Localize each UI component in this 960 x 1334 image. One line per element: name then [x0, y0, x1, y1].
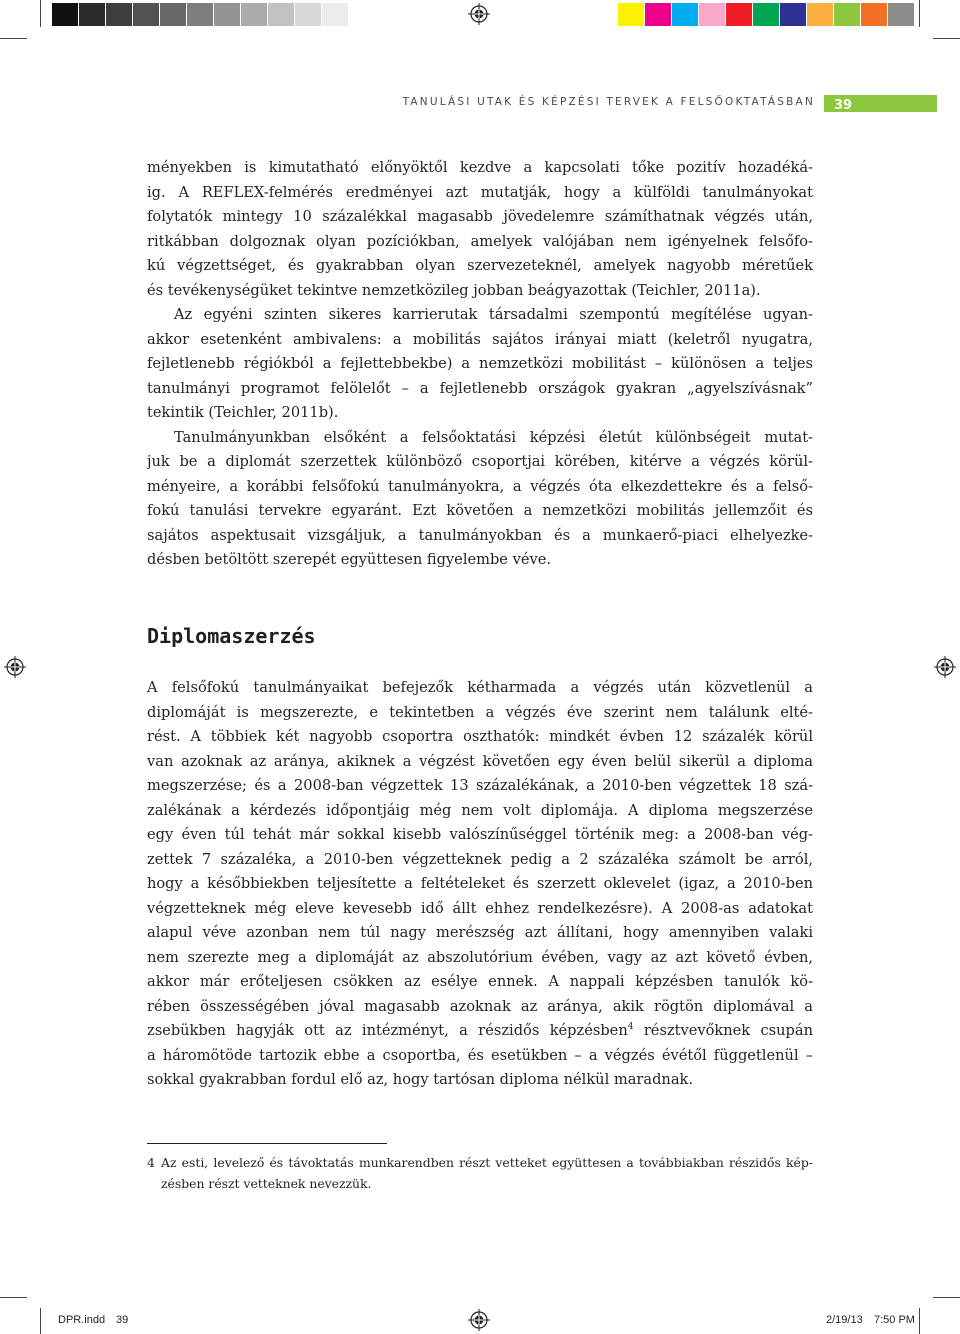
- text-line: a háromötöde tartozik ebbe a csoportba, és esetükben – a végzés évétől függetlenül –: [147, 1046, 813, 1064]
- text-line: akkor esetenként ambivalens: a mobilitás sajátos irányai miatt (keletről nyugatra,: [147, 330, 813, 348]
- footnote: [147, 1152, 813, 1194]
- text-line-part: zsebükben hagyják ott az intézményt, a részidős képzésben: [147, 1022, 628, 1039]
- grayscale-swatch: [241, 3, 267, 26]
- slug-file-name: DPR.indd: [58, 1314, 106, 1326]
- registration-mark-right-icon: [934, 656, 956, 678]
- process-color-swatch: [672, 3, 698, 26]
- crop-mark-bottom-right-h: [933, 1297, 960, 1298]
- text-line: ményekben is kimutatható előnyöktől kezdve a kapcsolati tőke pozitív hozadéká-: [147, 159, 813, 176]
- text-line-with-footnote-ref: [147, 1019, 813, 1044]
- process-color-bar: [618, 3, 915, 26]
- body-text-section-2: [147, 676, 813, 1093]
- text-line: juk be a diplomát szerzettek különböző csoportjai körében, kitérve a végzés körül-: [147, 453, 813, 470]
- grayscale-swatch: [106, 3, 132, 26]
- text-line: Az egyéni szinten sikeres karrierutak társadalmi szempontú megítélése ugyan-: [174, 306, 813, 323]
- slug-page: 39: [116, 1314, 129, 1326]
- section-heading: Diplomaszerzés: [147, 624, 316, 648]
- registration-mark-bottom-icon: [468, 1309, 490, 1331]
- crop-mark-bottom-left-v: [40, 1308, 41, 1334]
- grayscale-swatch: [187, 3, 213, 26]
- process-color-swatch: [780, 3, 806, 26]
- text-line: ritkábban dolgoznak olyan pozíciókban, amelyek valójában nem igényelnek felsőfo-: [147, 232, 813, 250]
- text-line: fokú tanulási tervekre egyaránt. Ezt követően a nemzetközi mobilitás jellemzőit és: [147, 502, 813, 519]
- footnote-number: 4: [147, 1155, 155, 1170]
- process-color-swatch: [888, 3, 914, 26]
- process-color-swatch: [726, 3, 752, 26]
- text-line: fejletlenebb régiókból a fejlettebbekbe) a nemzetközi mobilitást – különösen a teljes: [147, 355, 813, 372]
- crop-mark-top-left-h: [0, 38, 27, 39]
- text-line: tanulmányi programot felölelőt – a fejletlenebb országok gyakran „agyelszívásnak”: [147, 379, 813, 397]
- process-color-swatch: [807, 3, 833, 26]
- grayscale-color-bar: [52, 3, 349, 26]
- grayscale-swatch: [160, 3, 186, 26]
- crop-mark-bottom-left-h: [0, 1297, 27, 1298]
- text-line-part: résztvevőknek csupán: [633, 1022, 813, 1039]
- text-line: van azoknak az aránya, akiknek a végzést követően egy éven belül sikerül a diploma: [147, 752, 813, 770]
- running-header-title: TANULÁSI UTAK ÉS KÉPZÉSI TERVEK A FELSŐOKTATÁSBAN: [402, 96, 815, 108]
- grayscale-swatch: [133, 3, 159, 26]
- text-line: ményeire, a korábbi felsőfokú tanulmányokra, a végzés óta elkezdettekre és a felső-: [147, 477, 813, 495]
- text-line: nem szerezte meg a diplomáját az abszolutórium évében, vagy az azt követő évben,: [147, 948, 813, 966]
- crop-mark-bottom-right-v: [919, 1308, 920, 1334]
- grayscale-swatch: [79, 3, 105, 26]
- process-color-swatch: [753, 3, 779, 26]
- text-line: désben betöltött szerepét együttesen figyelembe véve.: [147, 551, 551, 568]
- text-line: rében összességében jóval magasabb azoknak az aránya, akik rögtön diplomával a: [147, 997, 813, 1015]
- grayscale-swatch: [214, 3, 240, 26]
- process-color-swatch: [699, 3, 725, 26]
- text-line: rést. A többiek két nagyobb csoportra oszthatók: mindkét évben 12 százalék körül: [147, 728, 813, 745]
- footnote-line: [147, 1152, 813, 1173]
- process-color-swatch: [645, 3, 671, 26]
- process-color-swatch: [618, 3, 644, 26]
- page-number-tab: 39: [824, 95, 937, 112]
- text-line: zettek 7 százaléka, a 2010-ben végzetteknek pedig a 2 százaléka számolt be arról,: [147, 850, 813, 868]
- footnote-line: zésben részt vetteknek nevezzük.: [161, 1176, 372, 1191]
- grayscale-swatch: [295, 3, 321, 26]
- crop-mark-top-right-h: [933, 38, 960, 39]
- text-line: és tevékenységüket tekintve nemzetközileg jobban beágyazottak (Teichler, 2011a).: [147, 281, 761, 299]
- text-line: ig. A REFLEX-felmérés eredményei azt mutatják, hogy a külföldi tanulmányokat: [147, 183, 813, 201]
- body-text-section-1: [147, 156, 813, 573]
- text-line: A felsőfokú tanulmányaikat befejezők kétharmada a végzés után közvetlenül a: [147, 679, 813, 696]
- text-line: sokkal gyakrabban fordul elő az, hogy tartósan diploma nélkül maradnak.: [147, 1071, 694, 1088]
- slug-date: 2/19/13: [826, 1314, 863, 1326]
- text-line: tekintik (Teichler, 2011b).: [147, 404, 339, 421]
- grayscale-swatch: [322, 3, 348, 26]
- grayscale-swatch: [268, 3, 294, 26]
- crop-mark-top-left-v: [40, 0, 41, 27]
- text-line: egy éven túl tehát már sokkal kisebb valószínűséggel történik meg: a 2008-ban vég-: [147, 826, 813, 843]
- slug-time: 7:50 PM: [874, 1314, 915, 1326]
- footnote-reference: 4: [627, 1022, 634, 1033]
- text-line: Tanulmányunkban elsőként a felsőoktatási képzési életút különbségeit mutat-: [174, 428, 813, 446]
- registration-mark-top-icon: [468, 3, 490, 25]
- crop-mark-top-right-v: [919, 0, 920, 27]
- process-color-swatch: [861, 3, 887, 26]
- text-line: kú végzettséget, és gyakrabban olyan szervezeteknél, amelyek nagyobb méretűek: [147, 257, 813, 274]
- text-line: folytatók mintegy 10 százalékkal magasabb jövedelemre számíthatnak végzés után,: [147, 208, 813, 225]
- text-line: diplomáját is megszerezte, e tekintetben a végzés éve szerint nem találunk elté-: [147, 703, 813, 721]
- text-line: zalékának a kérdezés időpontjáig még nem volt diplomája. A diploma megszerzése: [147, 801, 813, 819]
- process-color-swatch: [834, 3, 860, 26]
- footnote-text: Az esti, levelező és távoktatás munkarendben részt vetteket együttesen a továbbiakban részidős kép-: [161, 1155, 813, 1170]
- grayscale-swatch: [52, 3, 78, 26]
- registration-mark-left-icon: [4, 656, 26, 678]
- text-line: alapul véve azonban nem túl nagy merészség azt állítani, hogy amennyiben valaki: [147, 924, 813, 941]
- footnote-rule: [147, 1143, 387, 1144]
- text-line: végzetteknek még eleve kevesebb idő állt ehhez rendelkezésre). A 2008-as adatokat: [147, 899, 813, 917]
- text-line: hogy a későbbiekben teljesítette a feltételeket és szerzett oklevelet (igaz, a 2010-ben: [147, 875, 813, 892]
- text-line: akkor már erőteljesen csökken az esélye ennek. A nappali képzésben tanulók kö-: [147, 973, 813, 990]
- text-line: megszerzése; és a 2008-ban végzettek 13 százalékának, a 2010-ben végzettek 18 szá-: [147, 777, 813, 794]
- text-line: sajátos aspektusait vizsgáljuk, a tanulmányokban és a munkaerő-piaci elhelyezke-: [147, 526, 813, 544]
